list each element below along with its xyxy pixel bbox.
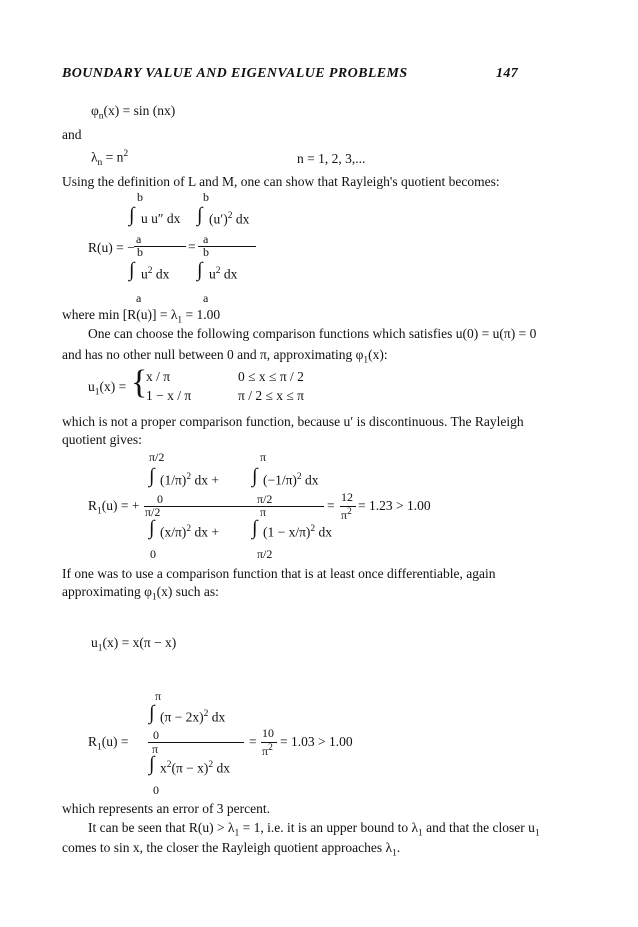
r1p-den-1a: (x/π) bbox=[160, 524, 187, 540]
where-line bbox=[62, 307, 220, 326]
r1s-den-sup: 2 bbox=[166, 760, 172, 770]
r1p-den-int-2: ∫ bbox=[252, 517, 258, 539]
r1p-int-2: ∫ bbox=[252, 465, 258, 487]
r1p-lo-1: 0 bbox=[157, 492, 163, 506]
rq-den-upper-2: b bbox=[203, 245, 209, 259]
rq-num-2a: (u′) bbox=[209, 211, 228, 227]
eq-lambda-sub: n bbox=[97, 158, 103, 169]
rq-upper-limit-1: b bbox=[137, 190, 143, 204]
r1p-num-1sup: 2 bbox=[186, 472, 192, 482]
where-line-a: where min [R(u)] = λ bbox=[62, 307, 178, 322]
u1-def-lhs-end: (x) = bbox=[99, 379, 127, 394]
r1s-num-sup: 2 bbox=[203, 709, 209, 719]
rq-lower-limit-1: a bbox=[136, 232, 142, 246]
paragraph-3-sub: 1 bbox=[363, 355, 369, 366]
r1s-den-up: π bbox=[152, 742, 159, 756]
r1s-fraction-bar bbox=[148, 742, 244, 743]
r1p-up-2: π bbox=[260, 450, 267, 464]
r1s-frac-den-sup: 2 bbox=[268, 743, 273, 753]
r1p-lo-2: π/2 bbox=[257, 492, 273, 506]
r1p-num-1a: (1/π) bbox=[160, 472, 187, 488]
rq-den-1b: dx bbox=[152, 266, 170, 282]
r1s-den-b: (π − x) bbox=[171, 760, 209, 776]
rq-num-2 bbox=[209, 211, 249, 228]
paragraph-5b-text: approximating φ bbox=[62, 584, 152, 599]
r1s-lhs-r: R bbox=[88, 734, 98, 749]
r1s-int: ∫ bbox=[149, 702, 155, 724]
eq-phi-rhs: (x) = sin (nx) bbox=[103, 103, 176, 118]
eq-phi bbox=[91, 103, 175, 122]
rq-integral-2: ∫ bbox=[197, 204, 203, 226]
rq-den-1 bbox=[141, 266, 169, 283]
paragraph-3 bbox=[62, 347, 388, 366]
page-number: 147 bbox=[496, 66, 519, 81]
r1p-up-1: π/2 bbox=[149, 450, 165, 464]
r1s-lo: 0 bbox=[153, 728, 159, 742]
rq-den-2 bbox=[209, 266, 237, 283]
r1s-num-a: (π − 2x) bbox=[160, 709, 204, 725]
r1p-den-lo-1: 0 bbox=[150, 547, 156, 561]
and-word: and bbox=[62, 127, 82, 142]
r1p-lhs bbox=[88, 498, 139, 517]
rq-den-2b: dx bbox=[220, 266, 238, 282]
r1p-num-2 bbox=[263, 472, 319, 489]
r1s-num bbox=[160, 709, 225, 726]
r1p-num-2sup: 2 bbox=[296, 472, 302, 482]
r1p-den-1end: dx + bbox=[191, 524, 219, 540]
rq-den-2sup: 2 bbox=[215, 266, 221, 276]
p7a-2: = 1, i.e. it is an upper bound to λ bbox=[239, 820, 418, 835]
rq-num-2b: dx bbox=[232, 211, 250, 227]
r1p-fraction-bar bbox=[144, 506, 324, 507]
u1-smooth-sub: 1 bbox=[97, 643, 103, 654]
paragraph-5b-sub: 1 bbox=[151, 592, 157, 603]
u1-smooth-def bbox=[91, 635, 176, 654]
p7b-sub: 1 bbox=[392, 848, 397, 859]
rq-num-2sup: 2 bbox=[227, 211, 233, 221]
r1s-num-end: dx bbox=[208, 709, 226, 725]
r1s-frac-den-pi: π bbox=[262, 744, 269, 758]
paragraph-6: which represents an error of 3 percent. bbox=[62, 801, 271, 816]
case-1-expr: x / π bbox=[146, 369, 171, 384]
r1p-den-1sup: 2 bbox=[186, 524, 192, 534]
r1s-den-x: x bbox=[160, 760, 167, 776]
u1-smooth-lhs: u bbox=[91, 635, 98, 650]
r1p-frac-den-sup: 2 bbox=[347, 507, 352, 517]
rq-den-upper-1: b bbox=[137, 245, 143, 259]
case-2-expr: 1 − x / π bbox=[146, 388, 192, 403]
eq-phi-lhs: φ bbox=[91, 103, 99, 118]
paragraph-5b-end: (x) such as: bbox=[156, 584, 219, 599]
r1s-equals: = bbox=[249, 734, 257, 749]
where-line-sub: 1 bbox=[177, 315, 183, 326]
case-2-range: π / 2 ≤ x ≤ π bbox=[238, 388, 304, 403]
paragraph-3-text: and has no other null between 0 and π, approximating φ bbox=[62, 347, 364, 362]
r1p-num-2end: dx bbox=[301, 472, 319, 488]
r1s-up: π bbox=[155, 689, 162, 703]
r1p-frac-den bbox=[341, 507, 352, 523]
paragraph-3-end: (x): bbox=[368, 347, 388, 362]
r1s-frac-num: 10 bbox=[262, 726, 274, 740]
r1p-num-2a: (−1/π) bbox=[263, 472, 297, 488]
r1s-frac-den bbox=[262, 743, 273, 759]
paragraph-5b bbox=[62, 584, 219, 603]
rq-num-1: u u″ dx bbox=[141, 211, 181, 226]
rq-den-lower-1: a bbox=[136, 291, 142, 305]
brace: { bbox=[131, 364, 148, 401]
p7a-sub3: 1 bbox=[534, 828, 540, 839]
paragraph-4b: quotient gives: bbox=[62, 432, 142, 447]
eq-lambda-range: n = 1, 2, 3,... bbox=[297, 151, 366, 166]
rq-lower-limit-2: a bbox=[203, 232, 209, 246]
p7b-end: . bbox=[396, 840, 401, 855]
r1s-lhs-end: (u) = bbox=[101, 734, 129, 749]
r1p-den-up-2: π bbox=[260, 505, 267, 519]
r1s-lhs bbox=[88, 734, 129, 753]
u1-def-lhs-u: u bbox=[88, 379, 95, 394]
r1p-num-1 bbox=[160, 472, 219, 489]
r1p-den-2sup: 2 bbox=[310, 524, 316, 534]
r1p-int-1: ∫ bbox=[149, 465, 155, 487]
r1p-num-1end: dx + bbox=[191, 472, 219, 488]
eq-lambda-sup: 2 bbox=[123, 149, 129, 159]
r1s-result: = 1.03 > 1.00 bbox=[280, 734, 353, 749]
rq-den-integral-2: ∫ bbox=[197, 259, 203, 281]
r1p-equals: = bbox=[327, 498, 335, 513]
u1-smooth-rhs: (x) = x(π − x) bbox=[102, 635, 177, 650]
p7a-sub1: 1 bbox=[234, 828, 240, 839]
paragraph-1: Using the definition of L and M, one can show that Rayleigh's quotient becomes: bbox=[62, 174, 500, 189]
u1-def-lhs-sub: 1 bbox=[94, 387, 100, 398]
r1s-den-lo: 0 bbox=[153, 783, 159, 797]
p7b-1: comes to sin x, the closer the Rayleigh quotient approaches λ bbox=[62, 840, 393, 855]
r1s-den bbox=[160, 760, 230, 777]
paragraph-4a: which is not a proper comparison function, because u′ is discontinuous. The Rayleigh bbox=[62, 414, 524, 429]
r1p-den-int-1: ∫ bbox=[149, 517, 155, 539]
eq-lambda bbox=[91, 149, 128, 168]
eq-lambda-lhs: λ bbox=[91, 149, 98, 165]
rq-integral-1: ∫ bbox=[129, 204, 135, 226]
paragraph-7a bbox=[88, 820, 540, 839]
r1p-den-2 bbox=[263, 524, 332, 541]
p7a-3: and that the closer u bbox=[422, 820, 535, 835]
r1p-den-2end: dx bbox=[315, 524, 333, 540]
rq-upper-limit-2: b bbox=[203, 190, 209, 204]
r1s-den-end: dx bbox=[213, 760, 231, 776]
r1p-den-2a: (1 − x/π) bbox=[263, 524, 311, 540]
where-line-b: = 1.00 bbox=[182, 307, 221, 322]
rq-den-integral-1: ∫ bbox=[129, 259, 135, 281]
case-1-range: 0 ≤ x ≤ π / 2 bbox=[238, 369, 304, 384]
r1p-lhs-end: (u) = + bbox=[101, 498, 140, 513]
r1s-den-int: ∫ bbox=[149, 753, 155, 775]
p7a-1: It can be seen that R(u) > λ bbox=[88, 820, 235, 835]
eq-phi-sub: n bbox=[98, 111, 104, 122]
paragraph-7b bbox=[62, 840, 400, 859]
r1p-frac-den-pi: π bbox=[341, 508, 348, 522]
r1p-den-lo-2: π/2 bbox=[257, 547, 273, 561]
rq-lhs: R(u) = − bbox=[88, 240, 135, 255]
r1s-lhs-sub: 1 bbox=[97, 742, 102, 753]
r1p-lhs-sub: 1 bbox=[97, 506, 102, 517]
paragraph-5a: If one was to use a comparison function that is at least once differentiable, again bbox=[62, 566, 496, 581]
rq-den-1a: u bbox=[141, 266, 148, 282]
r1p-result: = 1.23 > 1.00 bbox=[358, 498, 431, 513]
r1s-den-sup2: 2 bbox=[208, 760, 214, 770]
u1-def-lhs bbox=[88, 379, 126, 398]
paragraph-2: One can choose the following comparison functions which satisfies u(0) = u(π) = 0 bbox=[88, 326, 537, 341]
r1p-den-up-1: π/2 bbox=[145, 505, 161, 519]
eq-lambda-mid: = n bbox=[102, 149, 124, 165]
rq-den-2a: u bbox=[209, 266, 216, 282]
rq-den-lower-2: a bbox=[203, 291, 209, 305]
rq-den-1sup: 2 bbox=[147, 266, 153, 276]
rq-equals: = bbox=[188, 239, 196, 254]
running-header: BOUNDARY VALUE AND EIGENVALUE PROBLEMS bbox=[62, 66, 408, 81]
r1p-den-1 bbox=[160, 524, 219, 541]
p7a-sub2: 1 bbox=[418, 828, 423, 839]
r1p-frac-num: 12 bbox=[341, 490, 353, 504]
r1p-lhs-r: R bbox=[88, 498, 98, 513]
